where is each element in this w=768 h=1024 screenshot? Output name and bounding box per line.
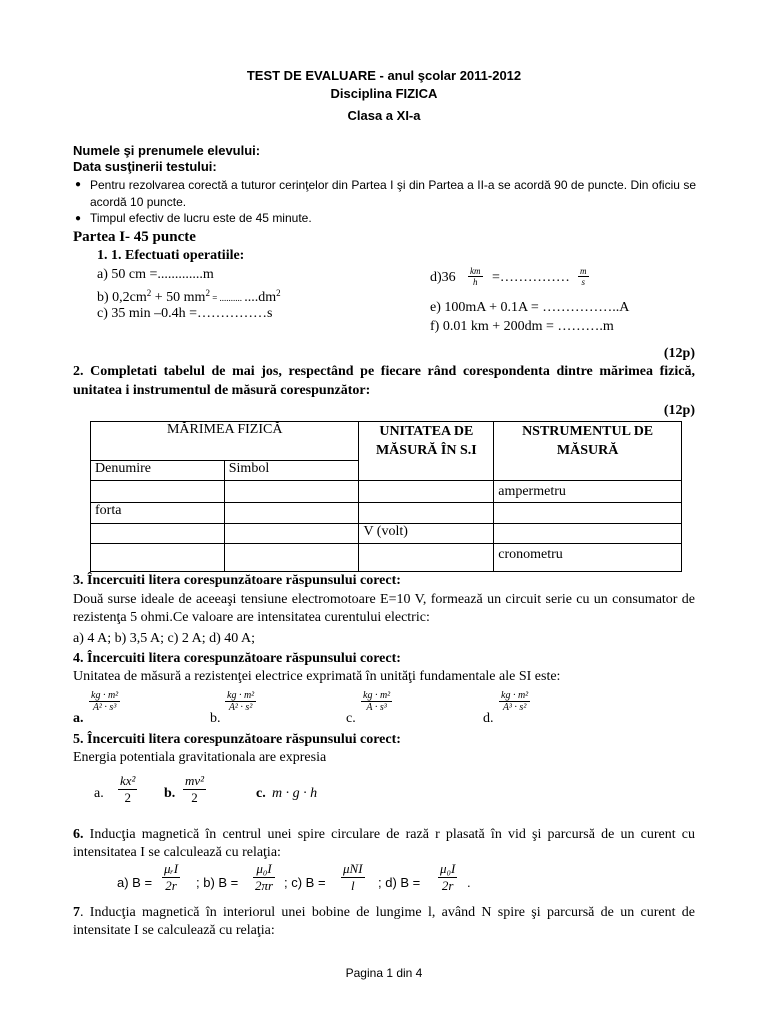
table-col-symbol: Simbol: [224, 461, 359, 481]
table-cell[interactable]: [91, 524, 225, 544]
q6-option-a-fraction: μᵣI 2r: [164, 861, 179, 893]
table-header-instrument: NSTRUMENTUL DE MĂSURĂ: [494, 422, 682, 481]
table-cell[interactable]: [224, 503, 359, 524]
q1-item-c: c) 35 min –0.4h =……………s: [97, 306, 273, 321]
table-col-name: Denumire: [91, 461, 225, 481]
q1-item-f: f) 0.01 km + 200dm = ……….m: [430, 319, 614, 334]
table-header-unit: UNITATEA DE MĂSURĂ ÎN S.I: [359, 422, 494, 481]
q6-option-d-label: ; d) B =: [378, 875, 421, 890]
q6-option-b-label: ; b) B =: [196, 875, 239, 890]
q6-option-c-fraction: μNI l: [343, 861, 363, 893]
instruction-points: Pentru rezolvarea corectă a tuturor cerinţelor din Partea I şi din Partea a II-a se acordă 90 de puncte. Din oficiu se acordă 10 puncte.: [90, 178, 696, 209]
doc-class: Clasa a XI-a: [347, 108, 421, 123]
table-cell[interactable]: [494, 524, 682, 544]
q7-text: 7. Inducţia magnetică în interiorul unei bobine de lungime l, având N spire şi parcursă de un curent de intensitate I se calculează cu relaţia:: [73, 905, 695, 938]
q4-text: Unitatea de măsură a rezistenţei electrice exprimată în unităţi fundamentale ale SI este:: [73, 669, 561, 684]
table-cell[interactable]: [91, 481, 225, 503]
q2-table: [90, 421, 682, 572]
q2-text: 2. Completati tabelul de mai jos, respectând pe fiecare rând corespondenta dintre mărimea fizică, unitatea i instrumentul de măsură corespunzător:: [73, 364, 695, 398]
q6-end-period: .: [467, 875, 471, 890]
q4-option-c-letter: c.: [346, 711, 356, 726]
table-cell-instrument: ampermetru: [494, 481, 682, 503]
q6-text: 6. Inducţia magnetică în centrul unei spire circulare de rază r plasată în vid şi parcursă de un curent cu intensitatea I se calculează cu relaţia:: [73, 827, 696, 860]
q5-option-b-fraction: $\frac{\text{mv²}}{2}$: [185, 773, 205, 805]
q4-option-a-letter: a.: [73, 711, 84, 726]
q1-item-d-dots: =……………: [492, 270, 570, 285]
table-cell[interactable]: [359, 544, 494, 572]
q5-option-c-expression: m · g · h: [272, 786, 318, 801]
table-cell[interactable]: [224, 481, 359, 503]
table-cell[interactable]: [494, 503, 682, 524]
table-cell[interactable]: [91, 544, 225, 572]
instruction-time: Timpul efectiv de lucru este de 45 minute.: [90, 211, 312, 225]
q1-item-d-frac-m-s: $\frac{m}{s}$: [580, 266, 587, 287]
table-cell[interactable]: [359, 481, 494, 503]
q1-item-e: e) 100mA + 0.1A = ……………..A: [430, 300, 630, 315]
q5-option-a-letter: a.: [94, 786, 104, 801]
q5-option-c-letter: c.: [256, 786, 266, 801]
q1-item-d-frac-km-h: $\frac{km}{h}$: [470, 266, 481, 287]
table-cell[interactable]: [224, 544, 359, 572]
table-cell[interactable]: [224, 524, 359, 544]
table-cell-name: forta: [91, 503, 225, 524]
q6-option-b-fraction: $\frac{\text{μ₀I}}{2\pi r}$: [255, 861, 274, 893]
page-footer: Pagina 1 din 4: [345, 966, 423, 980]
part1-title: Partea I- 45 puncte: [73, 229, 196, 245]
student-name-label: Numele şi prenumele elevului:: [73, 143, 261, 158]
bullet-icon: ●: [75, 213, 82, 224]
q5-text: Energia potentiala gravitationala are expresia: [73, 750, 327, 765]
q1-item-d-prefix: d)36: [430, 270, 456, 285]
table-cell-unit: V (volt): [359, 524, 494, 544]
q4-option-b-fraction: $\frac{\text{kg · m²}}{\text{A² · s²}}$: [227, 690, 255, 713]
table-cell-instrument: cronometru: [494, 544, 682, 572]
table-cell[interactable]: [359, 503, 494, 524]
q4-option-d-letter: d.: [483, 711, 494, 726]
q3-options: a) 4 A; b) 3,5 A; c) 2 A; d) 40 A;: [73, 631, 255, 646]
q6-option-d-fraction: $\frac{\text{μ₀I}}{2r}$: [440, 861, 456, 893]
q4-option-a-fraction: $\frac{\text{kg · m²}}{\text{A² · s³}}$: [91, 690, 119, 713]
q4-option-c-fraction: $\frac{\text{kg · m²}}{\text{A · s³}}$: [363, 690, 391, 713]
q3-title: 3. Încercuiti litera corespunzătoare răspunsului corect:: [73, 573, 401, 588]
q1-points: (12p): [663, 346, 695, 361]
q1-item-b: b) $0,2cm^2 + 50$ $mm^2$ = .......... $....dm^2$: [97, 288, 281, 305]
q4-option-b-letter: b.: [210, 711, 221, 726]
q6-option-a-label: a) B =: [117, 875, 153, 890]
q4-title: 4. Încercuiti litera corespunzătoare răspunsului corect:: [73, 651, 401, 666]
q6-option-c-label: ; c) B =: [284, 875, 326, 890]
table-header-quantity: MĂRIMEA FIZICĂ: [91, 422, 359, 461]
q1-item-a: a) 50 cm =.............m: [97, 267, 214, 282]
q1-title: 1. 1. Efectuati operatiile:: [97, 248, 245, 263]
q2-points: (12p): [663, 403, 695, 418]
q5-option-b-letter: b.: [164, 786, 176, 801]
test-date-label: Data susţinerii testului:: [73, 159, 217, 174]
doc-subject: Disciplina FIZICA: [330, 86, 438, 101]
q3-text: Două surse ideale de aceeaşi tensiune electromotoare E=10 V, formează un circuit serie cu un consumator de rezistenţa 5 ohmi.Ce valoare are intensitatea curentului electric:: [73, 592, 695, 625]
bullet-icon: ●: [75, 179, 82, 190]
q5-option-a-fraction: $\frac{\text{kx²}}{2}$: [120, 773, 136, 805]
q4-option-d-fraction: $\frac{\text{kg · m²}}{\text{A³ · s²}}$: [501, 690, 529, 713]
q5-title: 5. Încercuiti litera corespunzătoare răspunsului corect:: [73, 732, 401, 747]
doc-title: TEST DE EVALUARE - anul şcolar 2011-2012: [246, 68, 522, 83]
